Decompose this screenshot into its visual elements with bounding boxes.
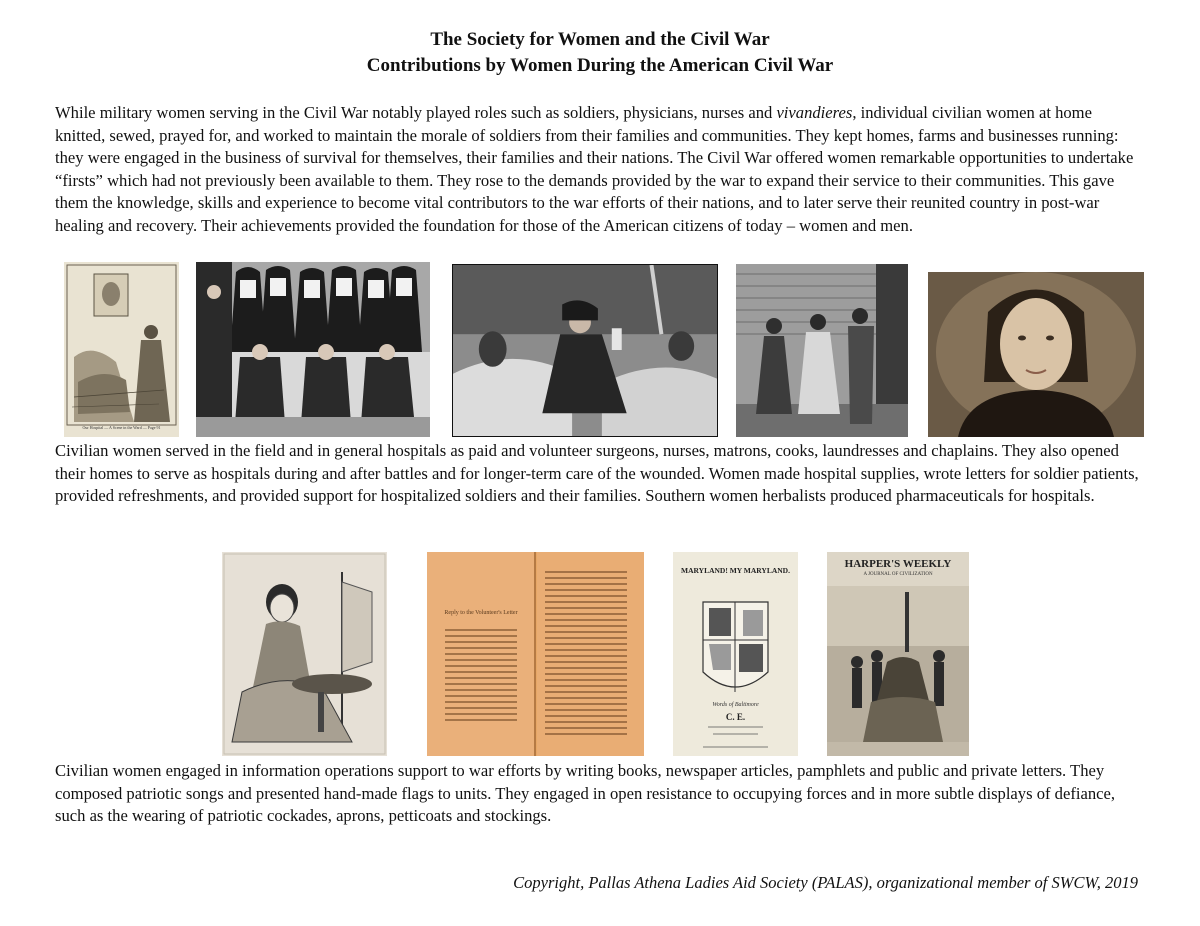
song-sheet-initials: C. E. (725, 712, 746, 722)
page-subtitle: Contributions by Women During the American Civil War (366, 55, 834, 76)
page-title: The Society for Women and the Civil War (430, 29, 770, 50)
civilian-workers-group-photo (736, 264, 908, 437)
nurse-tending-wounded-soldiers-photo (452, 264, 718, 437)
harpers-weekly-cover (827, 552, 969, 756)
song-sheet-title: MARYLAND! MY MARYLAND. (681, 566, 790, 575)
harpers-masthead: HARPER'S WEEKLY (844, 558, 952, 570)
intro-italic-term: vivandieres (776, 103, 853, 122)
engraving-nurse-at-bedside-image (64, 262, 179, 437)
harpers-subhead: A JOURNAL OF CIVILIZATION (863, 572, 933, 577)
nuns-and-soldiers-group-photo (196, 262, 430, 437)
woman-portrait-photo (928, 272, 1144, 437)
paragraph-information-operations: Civilian women engaged in information operations support to war efforts by writing books, newspaper articles, pamphlets and public and private letters. They composed patriotic songs and presented hand-made flags to units. They engaged in open resistance to occupying forces and in more subtle displays of defiance, such as the wearing of patriotic cockades, aprons, petticoats and stockings. (55, 761, 1116, 826)
woman-sewing-flag-engraving (222, 552, 387, 756)
intro-text-part1: While military women serving in the Civil War notably played roles such as soldiers, physicians, nurses and (55, 103, 777, 122)
intro-paragraph (55, 102, 1145, 238)
engraving-caption: Our Hospital — A Scene in the Ward — Page 91 (82, 425, 161, 430)
intro-text-part2: , individual civilian women at home knitted, sewed, prayed for, and worked to maintain the morale of soldiers from their families and communities. They kept homes, farms and businesses running: they were engaged in the business of survival for themselves, their families and their nations. The Civil War offered women remarkable opportunities to undertake “firsts” which had not previously been available to them. They rose to the demands provided by the war to expand their service to their communities. This gave them the knowledge, skills and experience to become vital contributors to the war efforts of their nations, and to later serve their reunited country in post-war healing and recovery. Their achievements provided the foundation for those of the American citizens of today – women and men. (55, 103, 1134, 235)
maryland-song-sheet (673, 552, 798, 756)
pamphlet-heading: Reply to the Volunteer's Letter (444, 610, 518, 616)
paragraph-hospital-service: Civilian women served in the field and in general hospitals as paid and volunteer surgeons, nurses, matrons, cooks, laundresses and chaplains. They also opened their homes to serve as hospitals during and after battles and for longer-term care of the wounded. Women made hospital supplies, wrote letters for soldier patients, provided refreshments, and provided support for hospitalized soldiers and their families. Southern women herbalists produced pharmaceuticals for hospitals. (55, 441, 1139, 506)
open-pamphlet-pages (427, 552, 644, 756)
copyright-footer: Copyright, Pallas Athena Ladies Aid Society (PALAS), organizational member of SWCW, 2019 (513, 873, 1138, 892)
song-sheet-subheading: Words of Baltimore (712, 702, 759, 708)
